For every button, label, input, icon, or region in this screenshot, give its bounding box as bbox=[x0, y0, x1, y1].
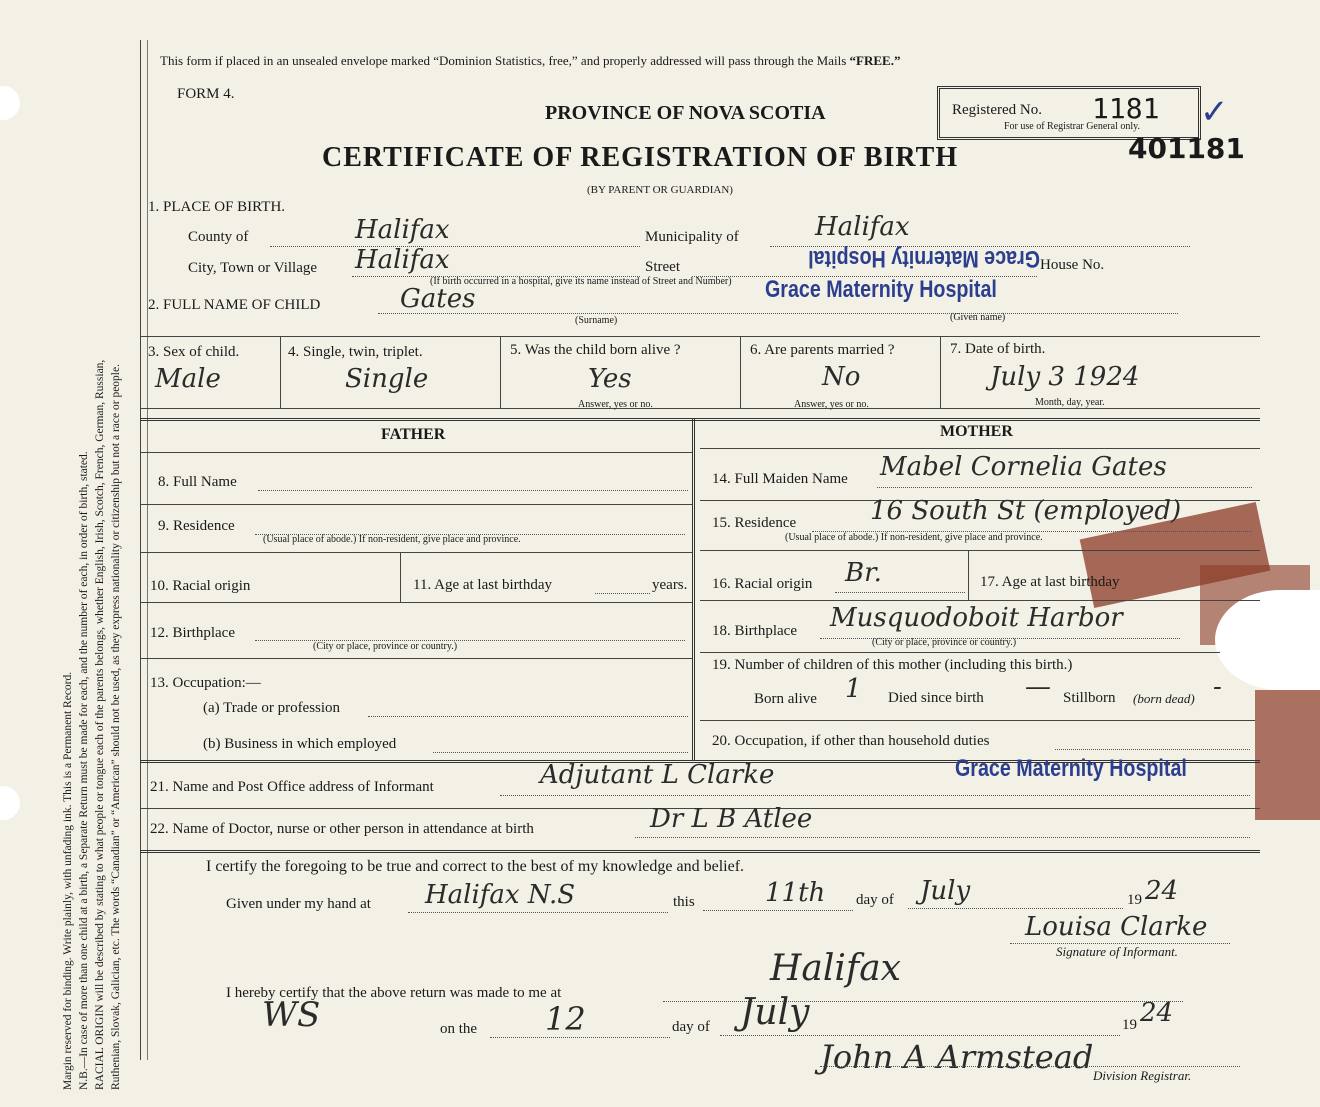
mother-birthplace-label: 18. Birthplace bbox=[712, 623, 797, 639]
given-year-value: 24 bbox=[1145, 876, 1179, 906]
place-section-label: 1. PLACE OF BIRTH. bbox=[148, 199, 286, 215]
margin-notes bbox=[60, 50, 124, 1090]
doctor-value: Dr L B Atlee bbox=[650, 804, 813, 834]
this-label: this bbox=[673, 894, 695, 910]
father-occupation-label: 13. Occupation:— bbox=[150, 675, 261, 691]
registrar-day-of-label: day of bbox=[672, 1019, 710, 1035]
father-heading: FATHER bbox=[381, 426, 446, 443]
hospital-note: (If birth occurred in a hospital, give its name instead of Street and Number) bbox=[430, 276, 732, 287]
stillborn-note: (born dead) bbox=[1133, 691, 1195, 706]
mother-racial-value: Br. bbox=[845, 558, 882, 588]
given-place-value: Halifax N.S bbox=[425, 880, 576, 910]
father-residence-caption: (Usual place of abode.) If non-resident, give place and province. bbox=[263, 534, 521, 545]
mother-birthplace-caption: (City or place, province or country.) bbox=[872, 637, 1017, 648]
given-month-value: July bbox=[920, 876, 971, 906]
mother-birthplace-value: Musquodoboit Harbor bbox=[830, 603, 1123, 633]
father-row-line-2 bbox=[140, 552, 692, 553]
col-divider-4 bbox=[940, 336, 941, 408]
child-name-line bbox=[378, 313, 1178, 314]
registrar-note: For use of Registrar General only. bbox=[1004, 121, 1140, 132]
section-left-line bbox=[140, 418, 141, 760]
doctor-line bbox=[635, 837, 1250, 838]
died-label: Died since birth bbox=[888, 690, 984, 706]
father-racial-label: 10. Racial origin bbox=[150, 578, 251, 594]
margin-note-binding: Margin reserved for binding. Write plainly, with unfading ink. This is a Permanent Record. bbox=[62, 671, 74, 1090]
registrar-month-value: July bbox=[740, 992, 810, 1033]
father-trade-label: (a) Trade or profession bbox=[203, 700, 341, 716]
father-age-line bbox=[595, 593, 650, 594]
postal-note-free: “FREE.” bbox=[849, 53, 901, 68]
father-business-label: (b) Business in which employed bbox=[203, 736, 397, 752]
mother-heading-line bbox=[700, 448, 1260, 449]
mother-residence-value: 16 South St (employed) bbox=[870, 496, 1182, 526]
alive-caption: Answer, yes or no. bbox=[578, 399, 653, 410]
mother-occupation-label: 20. Occupation, if other than household duties bbox=[712, 733, 990, 749]
certificate-title: CERTIFICATE OF REGISTRATION OF BIRTH bbox=[322, 142, 959, 173]
col-divider-1 bbox=[280, 336, 281, 408]
registrar-signature-line bbox=[820, 1066, 1240, 1067]
registrar-month-line bbox=[720, 1035, 1120, 1036]
mother-children-label: 19. Number of children of this mother (including this birth.) bbox=[712, 657, 1073, 673]
registrar-year-prefix: 19 bbox=[1122, 1017, 1137, 1033]
given-name-caption: (Given name) bbox=[950, 312, 1006, 323]
surname-caption: (Surname) bbox=[575, 315, 618, 326]
registered-label: Registered No. bbox=[952, 102, 1042, 118]
row-bottom-line bbox=[140, 408, 1260, 409]
father-row-line-3 bbox=[140, 602, 692, 603]
alive-label: 5. Was the child born alive ? bbox=[510, 342, 681, 358]
province-heading: PROVINCE OF NOVA SCOTIA bbox=[545, 102, 826, 124]
municipality-label: Municipality of bbox=[645, 229, 739, 245]
stillborn-value: - bbox=[1213, 672, 1222, 702]
father-business-line bbox=[433, 752, 688, 753]
mother-racial-label: 16. Racial origin bbox=[712, 576, 813, 592]
died-value: — bbox=[1025, 672, 1051, 702]
registrar-initials: WS bbox=[262, 995, 321, 1035]
given-day-of-label: day of bbox=[856, 892, 894, 908]
registrar-year-value: 24 bbox=[1140, 998, 1174, 1028]
informant-signature-caption: Signature of Informant. bbox=[1056, 944, 1178, 959]
margin-note-multiple-births: N.B.—In case of more than one child at a birth, a Separate Return must be made for each, and the number of each, in order of birth, stated. bbox=[78, 451, 90, 1090]
father-trade-line bbox=[368, 716, 688, 717]
registrar-place-value: Halifax bbox=[770, 948, 901, 989]
city-label: City, Town or Village bbox=[188, 260, 318, 276]
registrar-day-value: 12 bbox=[545, 1000, 586, 1038]
registrar-signature: John A Armstead bbox=[820, 1038, 1094, 1076]
stillborn-label: Stillborn bbox=[1063, 690, 1116, 706]
father-heading-line bbox=[140, 452, 692, 453]
married-caption: Answer, yes or no. bbox=[794, 399, 869, 410]
informant-signature: Louisa Clarke bbox=[1025, 912, 1208, 942]
given-month-line bbox=[908, 908, 1123, 909]
postal-note bbox=[160, 53, 900, 69]
father-name-line bbox=[258, 490, 688, 491]
mother-row-line-4 bbox=[700, 652, 1220, 653]
father-name-label: 8. Full Name bbox=[158, 474, 237, 490]
dob-caption: Month, day, year. bbox=[1035, 397, 1105, 408]
dob-value: July 3 1924 bbox=[990, 362, 1140, 392]
informant-line bbox=[500, 795, 1250, 796]
city-value: Halifax bbox=[355, 245, 450, 275]
mother-row-line-5 bbox=[700, 720, 1255, 721]
margin-note-racial-origin-cont: Ruthenian, Slovak, Galician, etc. The words “Canadian” or “American” should not be used, as they express nationality or citizenship but not a race or people. bbox=[110, 364, 122, 1090]
certificate-subtitle: (BY PARENT OR GUARDIAN) bbox=[587, 184, 733, 196]
alive-value: Yes bbox=[588, 364, 632, 394]
registered-number: 1181 bbox=[1092, 92, 1160, 125]
plurality-label: 4. Single, twin, triplet. bbox=[288, 344, 423, 360]
col-divider-3 bbox=[740, 336, 741, 408]
mother-heading: MOTHER bbox=[940, 423, 1013, 440]
informant-value: Adjutant L Clarke bbox=[540, 760, 775, 790]
dob-label: 7. Date of birth. bbox=[950, 341, 1046, 357]
given-under-label: Given under my hand at bbox=[226, 896, 371, 912]
col-divider-2 bbox=[500, 336, 501, 408]
mother-racial-line bbox=[835, 592, 965, 593]
given-place-line bbox=[408, 912, 668, 913]
father-birthplace-caption: (City or place, province or country.) bbox=[313, 641, 458, 652]
mother-racial-divider bbox=[968, 550, 969, 600]
margin-note-racial-origin: RACIAL ORIGIN will be described by stating to what people or tongue each of the parents belongs, whether English, Irish, Scotch, French, German, Russian, bbox=[94, 359, 106, 1090]
married-label: 6. Are parents married ? bbox=[750, 342, 895, 358]
county-label: County of bbox=[188, 229, 249, 245]
mother-residence-caption: (Usual place of abode.) If non-resident, give place and province. bbox=[785, 532, 1043, 543]
parents-top-line bbox=[140, 418, 1260, 421]
stamped-number: 401181 bbox=[1128, 132, 1245, 165]
parents-divider bbox=[692, 418, 695, 760]
father-age-unit: years. bbox=[652, 577, 688, 593]
married-value: No bbox=[822, 362, 861, 392]
street-stamp-inverted: Grace Maternity Hospital bbox=[808, 245, 1040, 272]
born-alive-value: 1 bbox=[845, 674, 862, 704]
mother-name-value: Mabel Cornelia Gates bbox=[880, 452, 1167, 482]
municipality-value: Halifax bbox=[815, 212, 910, 242]
given-day-value: 11th bbox=[765, 878, 826, 908]
informant-stamp: Grace Maternity Hospital bbox=[955, 755, 1187, 782]
mother-name-line bbox=[877, 487, 1252, 488]
house-number-label: House No. bbox=[1040, 257, 1105, 273]
father-age-label: 11. Age at last birthday bbox=[413, 577, 552, 593]
mother-occupation-line bbox=[1055, 749, 1250, 750]
registrar-caption: Division Registrar. bbox=[1093, 1068, 1192, 1083]
sex-value: Male bbox=[155, 364, 221, 394]
plurality-value: Single bbox=[345, 364, 429, 394]
father-row-line-1 bbox=[140, 504, 692, 505]
tape-stain-lower bbox=[1255, 690, 1320, 820]
informant-label: 21. Name and Post Office address of Informant bbox=[150, 779, 434, 795]
county-line bbox=[270, 246, 640, 247]
child-name-label: 2. FULL NAME OF CHILD bbox=[148, 297, 321, 313]
father-residence-label: 9. Residence bbox=[158, 518, 235, 534]
punch-hole-top bbox=[0, 86, 20, 120]
father-row-line-4 bbox=[140, 658, 692, 659]
father-racial-divider bbox=[400, 552, 401, 602]
mother-residence-label: 15. Residence bbox=[712, 515, 797, 531]
postal-note-text: This form if placed in an unsealed envelope marked “Dominion Statistics, free,” and properly addressed will pass through the Mails bbox=[160, 53, 847, 68]
doctor-label: 22. Name of Doctor, nurse or other person in attendance at birth bbox=[150, 821, 534, 837]
mother-name-label: 14. Full Maiden Name bbox=[712, 471, 848, 487]
father-birthplace-label: 12. Birthplace bbox=[150, 625, 235, 641]
registrar-statement: I hereby certify that the above return was made to me at bbox=[226, 985, 562, 1001]
street-label: Street bbox=[645, 259, 680, 275]
left-frame-line-inner bbox=[147, 40, 148, 1060]
doctor-bottom-line bbox=[140, 850, 1260, 853]
registrar-on-the-label: on the bbox=[440, 1021, 478, 1037]
county-value: Halifax bbox=[355, 215, 450, 245]
check-mark-icon: ✓ bbox=[1200, 94, 1229, 131]
mother-row-line-2 bbox=[700, 550, 1260, 551]
row-top-line bbox=[140, 336, 1260, 337]
child-surname-value: Gates bbox=[400, 284, 476, 314]
form-number: FORM 4. bbox=[177, 86, 235, 102]
given-year-prefix: 19 bbox=[1127, 892, 1142, 908]
mother-row-line-3 bbox=[700, 600, 1260, 601]
mother-age-label: 17. Age at last birthday bbox=[980, 574, 1120, 590]
child-given-name-stamp: Grace Maternity Hospital bbox=[765, 276, 997, 303]
sex-label: 3. Sex of child. bbox=[148, 344, 240, 360]
punch-hole-bottom bbox=[0, 786, 20, 820]
born-alive-label: Born alive bbox=[754, 691, 817, 707]
certification-statement: I certify the foregoing to be true and correct to the best of my knowledge and belief. bbox=[206, 858, 745, 875]
given-day-line bbox=[703, 910, 853, 911]
